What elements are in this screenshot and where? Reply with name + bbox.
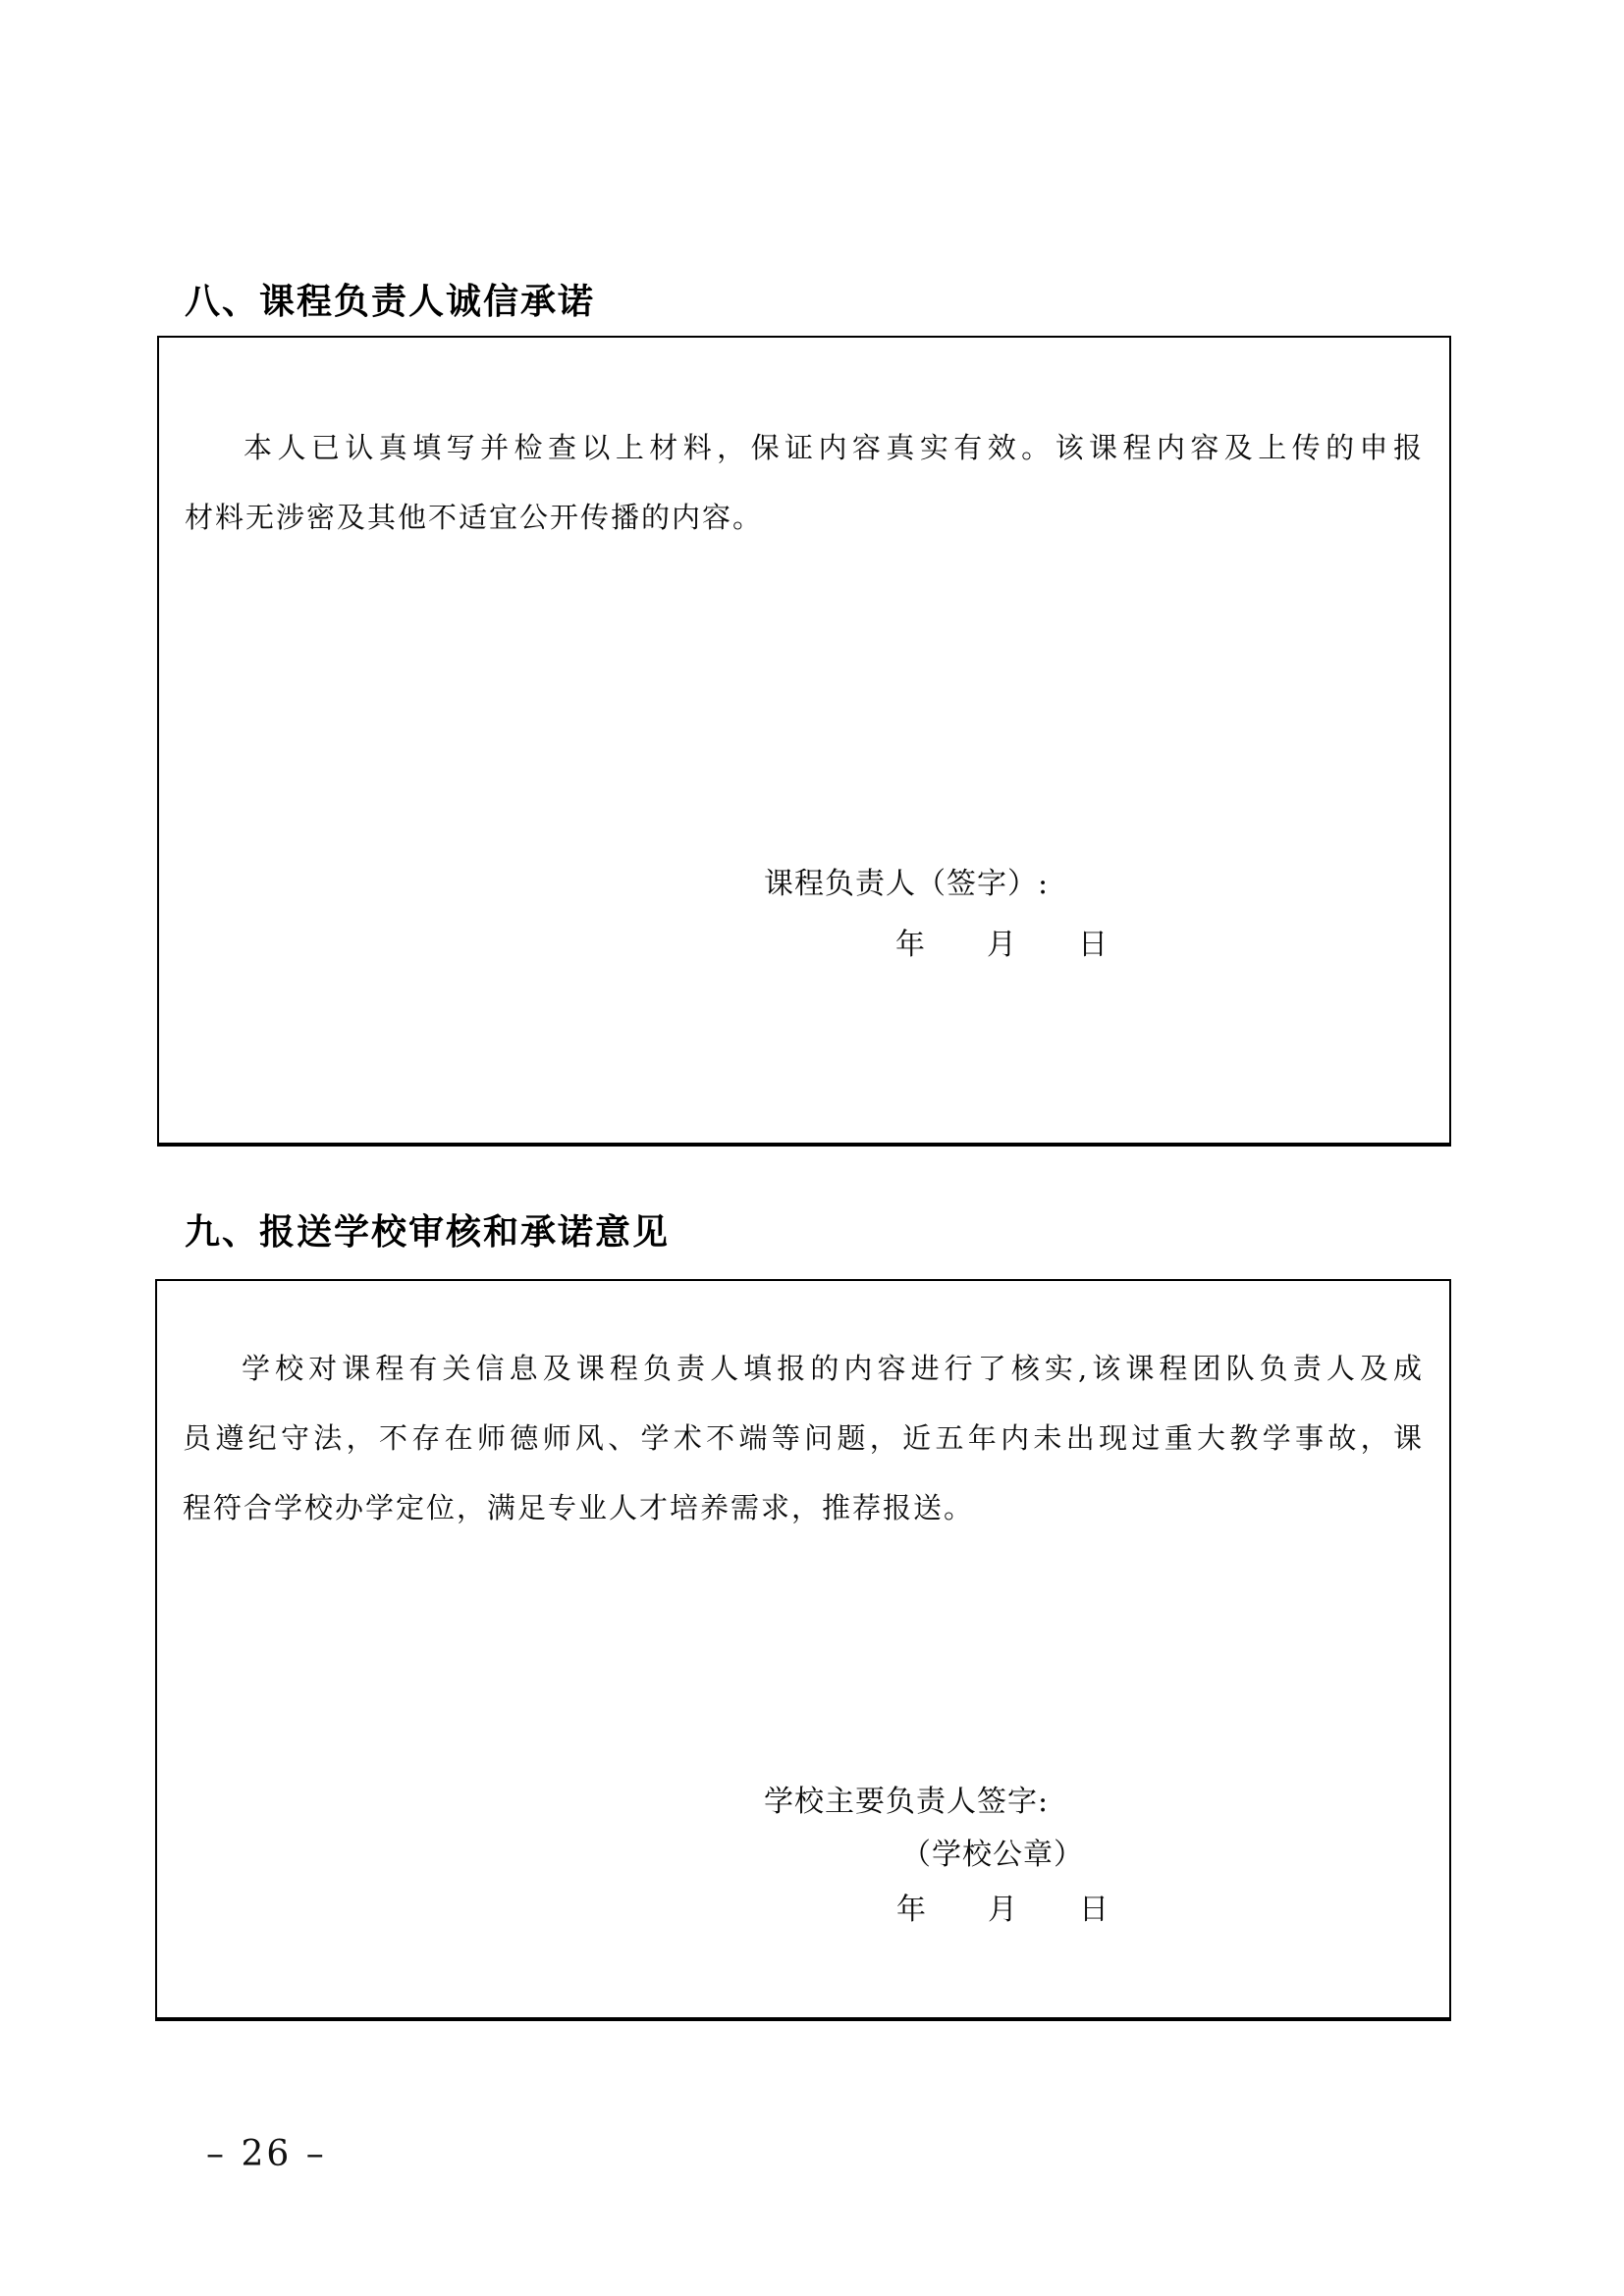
course-leader-signature-label: 课程负责人（签字）: xyxy=(764,867,1050,901)
section9-heading: 九、报送学校审核和承诺意见 xyxy=(185,1212,671,1253)
commitment-text-line: 本人已认真填写并检查以上材料，保证内容真实有效。该课程内容及上传的申报 xyxy=(244,431,1424,464)
school-seal-label: （学校公章） xyxy=(901,1838,1084,1872)
commitment-text xyxy=(185,413,1424,553)
commitment-text-line: 材料无涉密及其他不适宜公开传播的内容。 xyxy=(185,501,764,534)
section8-heading: 八、课程负责人诚信承诺 xyxy=(185,282,596,322)
school-review-text xyxy=(183,1334,1424,1543)
page-number: – 26 – xyxy=(206,2134,327,2174)
school-review-text-line: 程符合学校办学定位，满足专业人才培养需求，推荐报送。 xyxy=(183,1491,975,1524)
signature-date-line: 年 月 日 xyxy=(895,928,1109,962)
school-review-text-line: 学校对课程有关信息及课程负责人填报的内容进行了核实,该课程团队负责人及成 xyxy=(242,1352,1424,1385)
school-leader-signature-label: 学校主要负责人签字: xyxy=(764,1785,1050,1819)
commitment-box xyxy=(157,336,1451,1147)
signature-date-line: 年 月 日 xyxy=(896,1893,1110,1927)
school-review-text-line: 员遵纪守法，不存在师德师风、学术不端等问题，近五年内未出现过重大教学事故，课 xyxy=(183,1421,1424,1455)
school-review-box xyxy=(155,1279,1451,2021)
